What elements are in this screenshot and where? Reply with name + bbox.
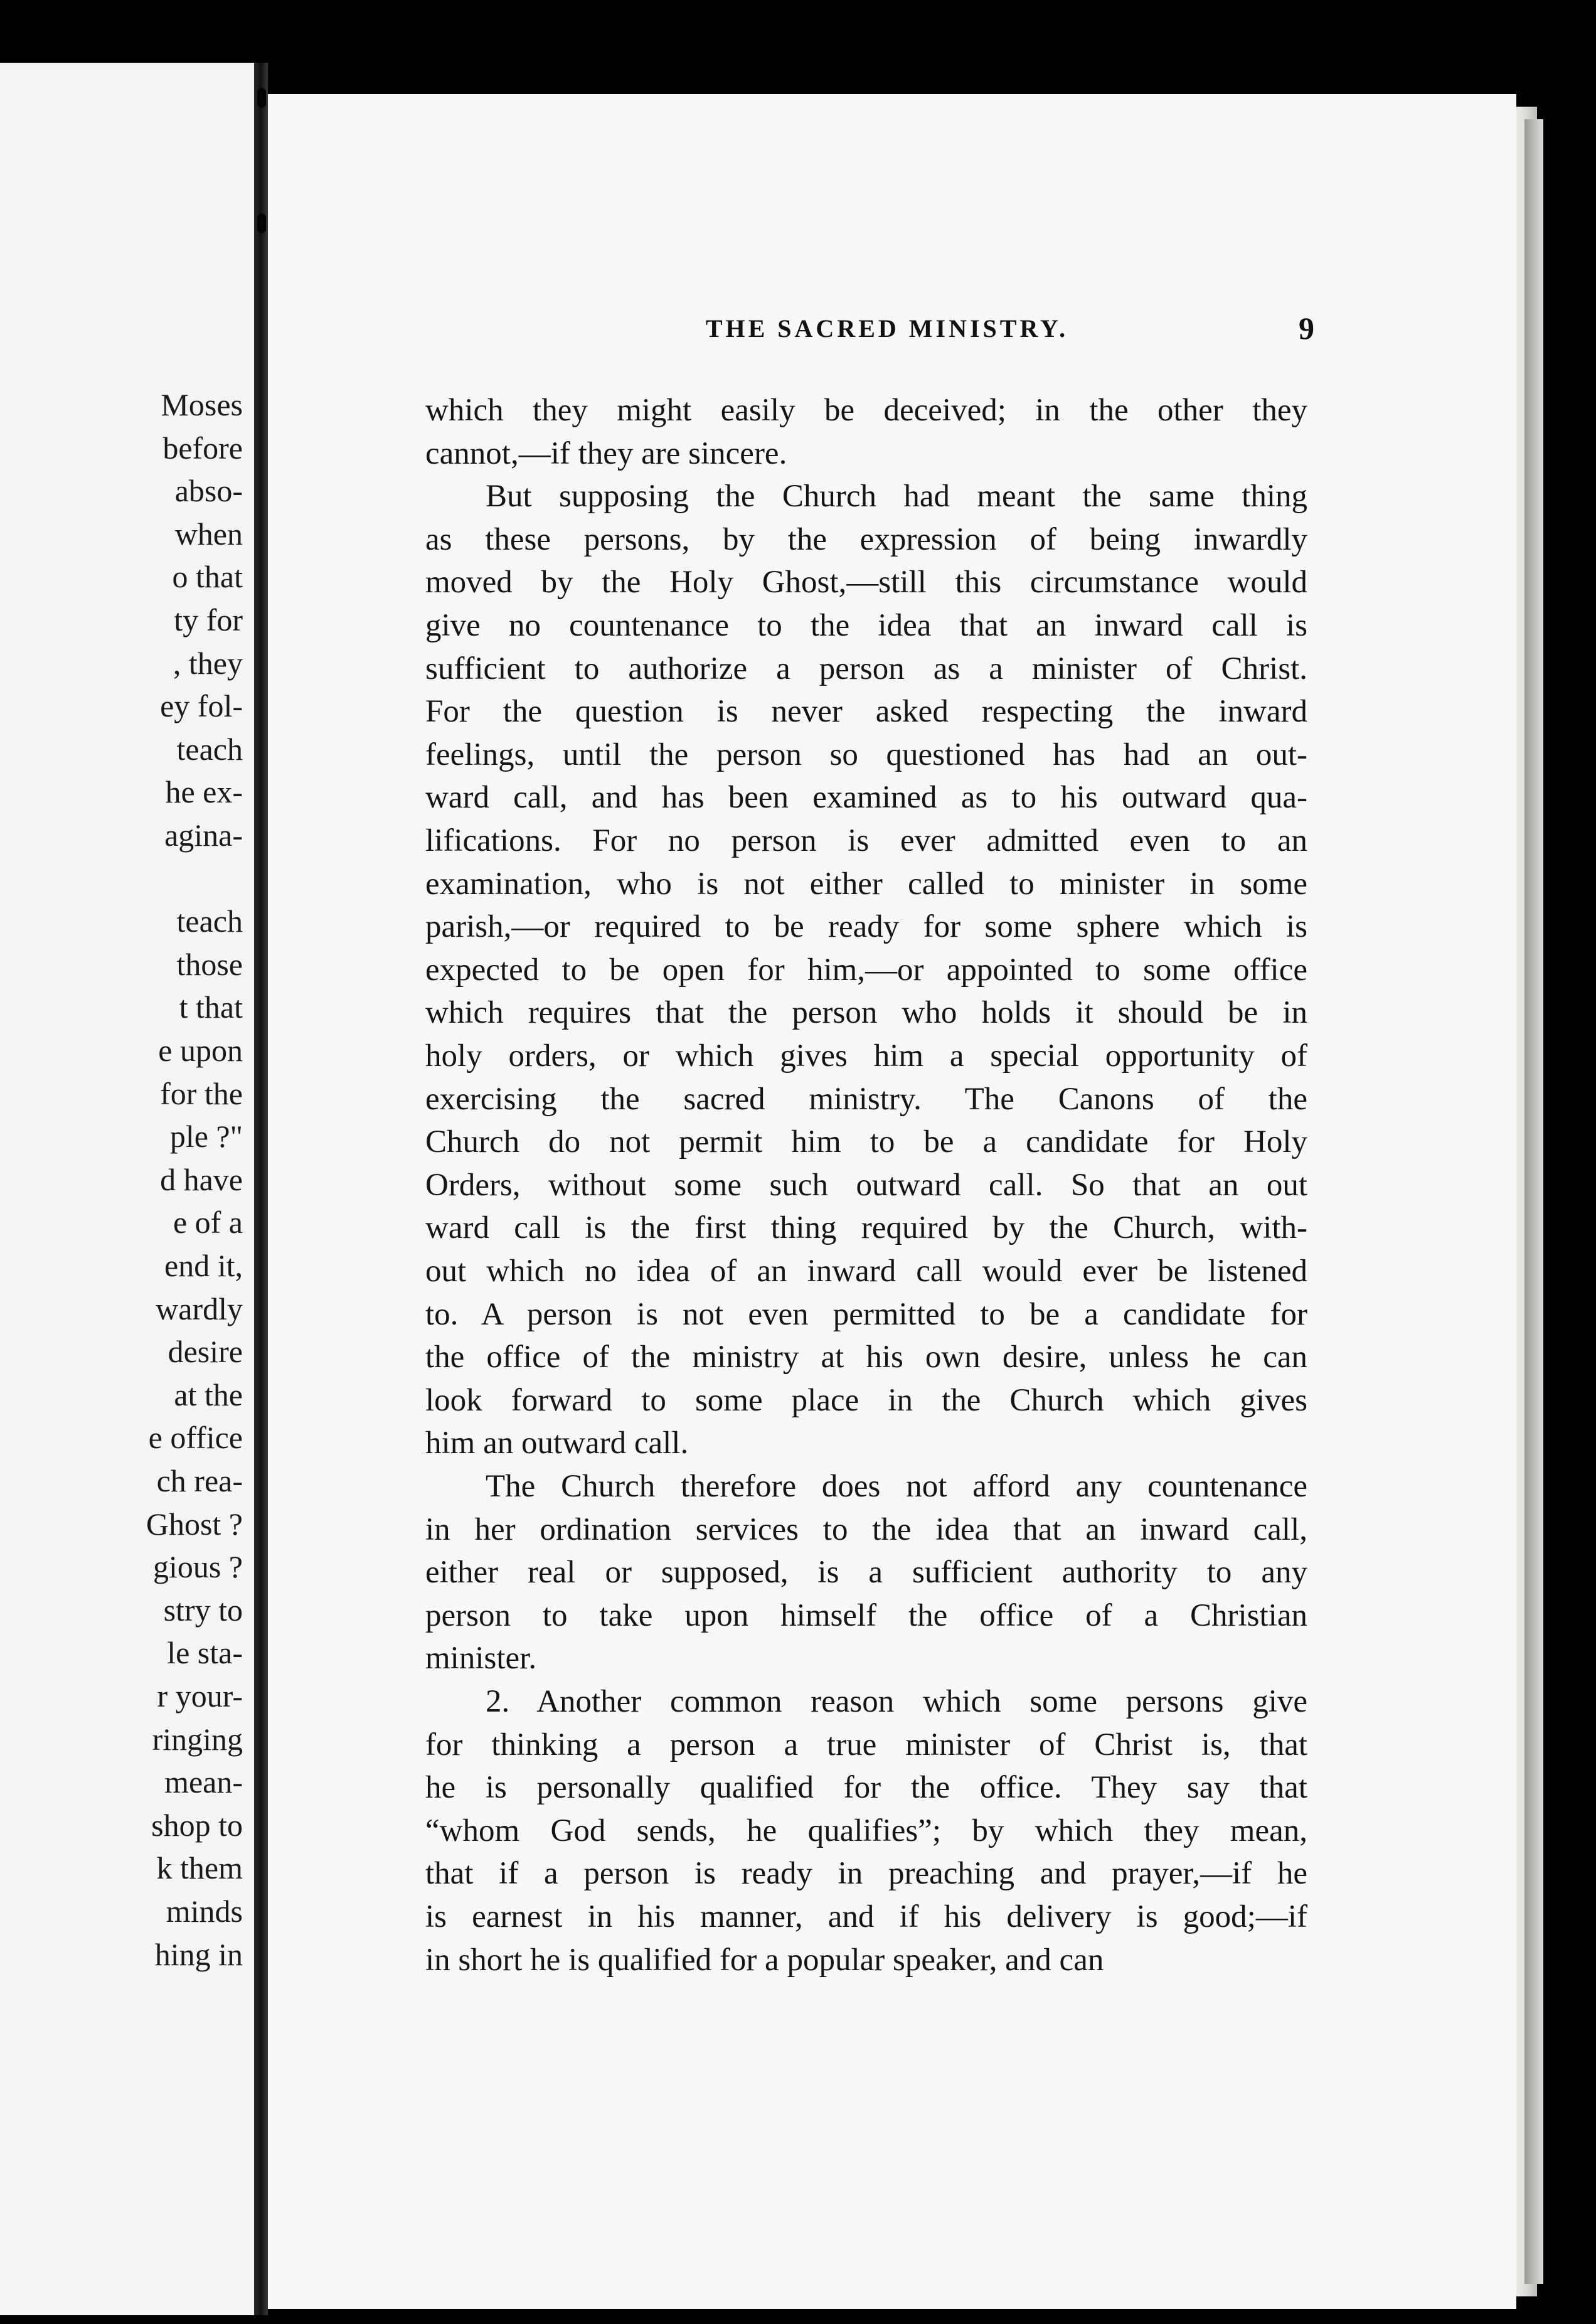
left-page-line: teach <box>176 731 243 767</box>
text-line: in her ordination services to the idea that an inward call, <box>425 1511 1307 1547</box>
page-number: 9 <box>1299 311 1314 346</box>
text-line: “whom God sends, he qualifies”; by which they mean, <box>425 1813 1307 1848</box>
left-page-line: t that <box>179 989 243 1025</box>
text-line: parish,—or required to be ready for some sphere which is <box>425 909 1307 945</box>
left-page-line: ple ?" <box>169 1119 243 1154</box>
left-page-line: le sta- <box>167 1635 243 1671</box>
text-line: holy orders, or which gives him a special opportunity of <box>425 1038 1307 1074</box>
left-page-line: at the <box>174 1377 243 1412</box>
text-line: person to take upon himself the office of a Christian <box>425 1597 1307 1633</box>
text-line: Church do not permit him to be a candidate for Holy <box>425 1124 1307 1160</box>
left-page-line: desire <box>168 1334 243 1370</box>
left-page-line: o that <box>172 559 243 595</box>
text-line: which requires that the person who holds it should be in <box>425 995 1307 1031</box>
left-page-line: hing in <box>154 1936 243 1972</box>
text-line: out which no idea of an inward call would ever be listened <box>425 1254 1307 1289</box>
left-page-line: mean- <box>164 1764 243 1800</box>
text-line: give no countenance to the idea that an inward call is <box>425 608 1307 643</box>
text-line: that if a person is ready in preaching and prayer,—if he <box>425 1856 1307 1892</box>
text-line: is earnest in his manner, and if his delivery is good;—if <box>425 1899 1307 1934</box>
text-line: But supposing the Church had meant the same thing <box>486 479 1307 514</box>
text-line: ward call, and has been examined as to his outward qua- <box>425 780 1307 816</box>
left-page-line: agina- <box>164 818 243 853</box>
text-line: either real or supposed, is a sufficient authority to any <box>425 1555 1307 1591</box>
left-page-line: Moses <box>161 387 243 422</box>
text-line: exercising the sacred ministry. The Canons of the <box>425 1081 1307 1117</box>
left-page-line: d have <box>160 1161 243 1197</box>
text-line: 2. Another common reason which some persons give <box>486 1684 1307 1719</box>
text-line: him an outward call. <box>425 1426 689 1461</box>
left-page-line: end it, <box>164 1248 243 1283</box>
text-line: examination, who is not either called to minister in some <box>425 866 1307 902</box>
text-line: expected to be open for him,—or appointed to some office <box>425 952 1307 988</box>
left-page-line: stry to <box>163 1592 243 1628</box>
book-gutter <box>254 63 268 2315</box>
left-page-line: he ex- <box>165 774 243 810</box>
left-page-line: gious ? <box>152 1549 243 1585</box>
text-line: in short he is qualified for a popular speaker, and can <box>425 1942 1104 1978</box>
text-line: ward call is the first thing required by the Church, with- <box>425 1210 1307 1246</box>
left-page-line: e upon <box>158 1033 243 1068</box>
page-edge <box>1524 119 1543 2284</box>
text-line: feelings, until the person so questioned has had an out- <box>425 737 1307 772</box>
text-line: as these persons, by the expression of being inwardly <box>425 521 1307 557</box>
text-line: to. A person is not even permitted to be a candidate for <box>425 1296 1307 1332</box>
text-line: he is personally qualified for the office. They say that <box>425 1770 1307 1806</box>
left-page-line: ty for <box>174 602 243 637</box>
text-line: For the question is never asked respecting the inward <box>425 694 1307 730</box>
left-page-line: before <box>162 430 243 466</box>
text-line: lifications. For no person is ever admitted even to an <box>425 823 1307 858</box>
left-page-line: ch rea- <box>156 1463 243 1498</box>
left-page-line: minds <box>166 1894 243 1929</box>
text-line: The Church therefore does not afford any countenance <box>486 1469 1307 1504</box>
text-line: the office of the ministry at his own desire, unless he can <box>425 1340 1307 1375</box>
text-line: Orders, without some such outward call. So that an out <box>425 1167 1307 1203</box>
text-line: look forward to some place in the Church which gives <box>425 1382 1307 1418</box>
left-page-line: , they <box>173 645 243 681</box>
running-head: THE SACRED MINISTRY. <box>705 314 1069 343</box>
left-page-line: r your- <box>157 1678 243 1714</box>
left-page-line: wardly <box>156 1291 243 1326</box>
text-line: minister. <box>425 1641 537 1676</box>
left-page-line: ringing <box>152 1721 243 1757</box>
left-page-line: those <box>176 946 243 982</box>
left-page-line: when <box>174 516 243 552</box>
text-line: cannot,—if they are sincere. <box>425 435 787 471</box>
left-page-line: ey fol- <box>160 688 243 724</box>
left-page <box>0 63 254 2315</box>
text-line: sufficient to authorize a person as a minister of Christ. <box>425 651 1307 686</box>
binding-mark <box>257 88 266 108</box>
left-page-line: e of a <box>173 1205 243 1240</box>
left-page-line: abso- <box>174 473 243 509</box>
text-line: for thinking a person a true minister of Christ is, that <box>425 1727 1307 1762</box>
text-line: which they might easily be deceived; in the other they <box>425 393 1307 428</box>
binding-mark <box>257 213 266 233</box>
left-page-line: k them <box>156 1850 243 1886</box>
left-page-line: Ghost ? <box>146 1506 243 1542</box>
left-page-line: for the <box>160 1075 243 1111</box>
left-page-line: teach <box>176 903 243 939</box>
left-page-line: e office <box>148 1420 243 1456</box>
left-page-line: shop to <box>151 1807 243 1843</box>
text-line: moved by the Holy Ghost,—still this circumstance would <box>425 565 1307 600</box>
